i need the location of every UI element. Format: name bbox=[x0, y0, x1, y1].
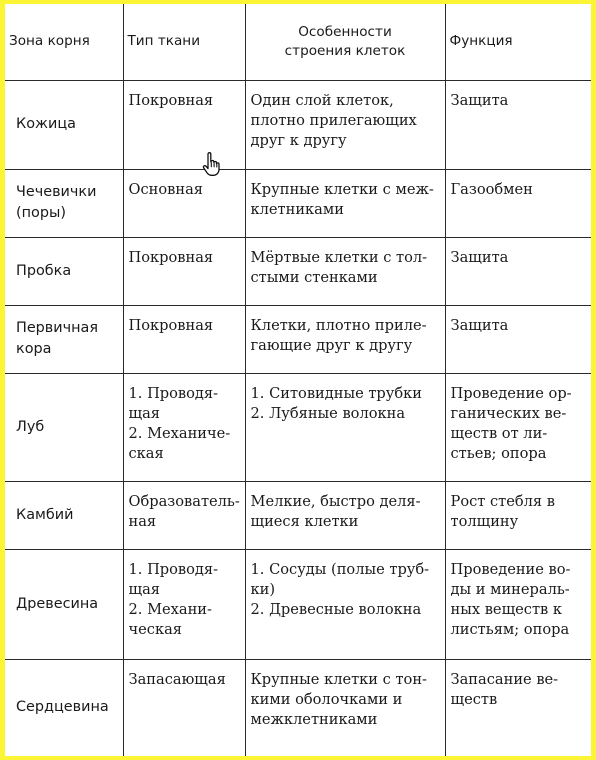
cell-function: Рост стебля в толщину bbox=[445, 481, 591, 549]
cell-function: Проведение во- ды и минераль- ных веществ к листьям; опора bbox=[445, 549, 591, 659]
cell-zone: Луб bbox=[5, 373, 123, 481]
table-row bbox=[5, 373, 591, 481]
cell-function: Защита bbox=[445, 80, 591, 169]
cell-function: Защита bbox=[445, 305, 591, 373]
cell-function: Запасание ве- ществ bbox=[445, 659, 591, 756]
root-zones-table bbox=[5, 4, 591, 756]
cell-tissue: Покровная bbox=[123, 80, 245, 169]
table-row bbox=[5, 80, 591, 169]
cell-structure: Мёртвые клетки с тол- стыми стенками bbox=[245, 237, 445, 305]
table-row bbox=[5, 659, 591, 756]
cell-structure: Клетки, плотно приле- гающие друг к другу bbox=[245, 305, 445, 373]
table-row bbox=[5, 169, 591, 237]
cell-structure: Один слой клеток, плотно прилегающих друг к другу bbox=[245, 80, 445, 169]
cell-tissue: Покровная bbox=[123, 237, 245, 305]
cell-tissue: Образователь- ная bbox=[123, 481, 245, 549]
cell-structure: 1. Сосуды (полые труб- ки) 2. Древесные волокна bbox=[245, 549, 445, 659]
cell-zone: Сердцевина bbox=[5, 659, 123, 756]
cell-structure: Мелкие, быстро деля- щиеся клетки bbox=[245, 481, 445, 549]
cell-structure: 1. Ситовидные трубки 2. Лубяные волокна bbox=[245, 373, 445, 481]
cell-function: Защита bbox=[445, 237, 591, 305]
table-row bbox=[5, 237, 591, 305]
cell-zone: Первичная кора bbox=[5, 305, 123, 373]
table-row bbox=[5, 305, 591, 373]
cell-tissue: 1. Проводя- щая 2. Механиче- ская bbox=[123, 373, 245, 481]
cell-function: Газообмен bbox=[445, 169, 591, 237]
cell-zone: Камбий bbox=[5, 481, 123, 549]
cell-function: Проведение ор- ганических ве- ществ от ли- стьев; опора bbox=[445, 373, 591, 481]
cell-zone: Древесина bbox=[5, 549, 123, 659]
cell-tissue: Покровная bbox=[123, 305, 245, 373]
header-cell-structure: Особенности строения клеток bbox=[245, 4, 445, 80]
cell-zone: Пробка bbox=[5, 237, 123, 305]
table-row bbox=[5, 481, 591, 549]
cell-tissue: Основная bbox=[123, 169, 245, 237]
cell-structure: Крупные клетки с меж- клетниками bbox=[245, 169, 445, 237]
header-zone: Зона корня bbox=[5, 4, 123, 80]
table-header-row bbox=[5, 4, 591, 80]
header-function: Функция bbox=[445, 4, 591, 80]
cell-tissue: Запасающая bbox=[123, 659, 245, 756]
document-page bbox=[5, 4, 591, 756]
hand-pointer-icon bbox=[201, 152, 221, 176]
header-tissue-type: Тип ткани bbox=[123, 4, 245, 80]
cell-tissue: 1. Проводя- щая 2. Механи- ческая bbox=[123, 549, 245, 659]
cell-structure: Крупные клетки с тон- кими оболочками и межклетниками bbox=[245, 659, 445, 756]
table-row bbox=[5, 549, 591, 659]
cell-zone: Чечевички (поры) bbox=[5, 169, 123, 237]
cell-zone: Кожица bbox=[5, 80, 123, 169]
